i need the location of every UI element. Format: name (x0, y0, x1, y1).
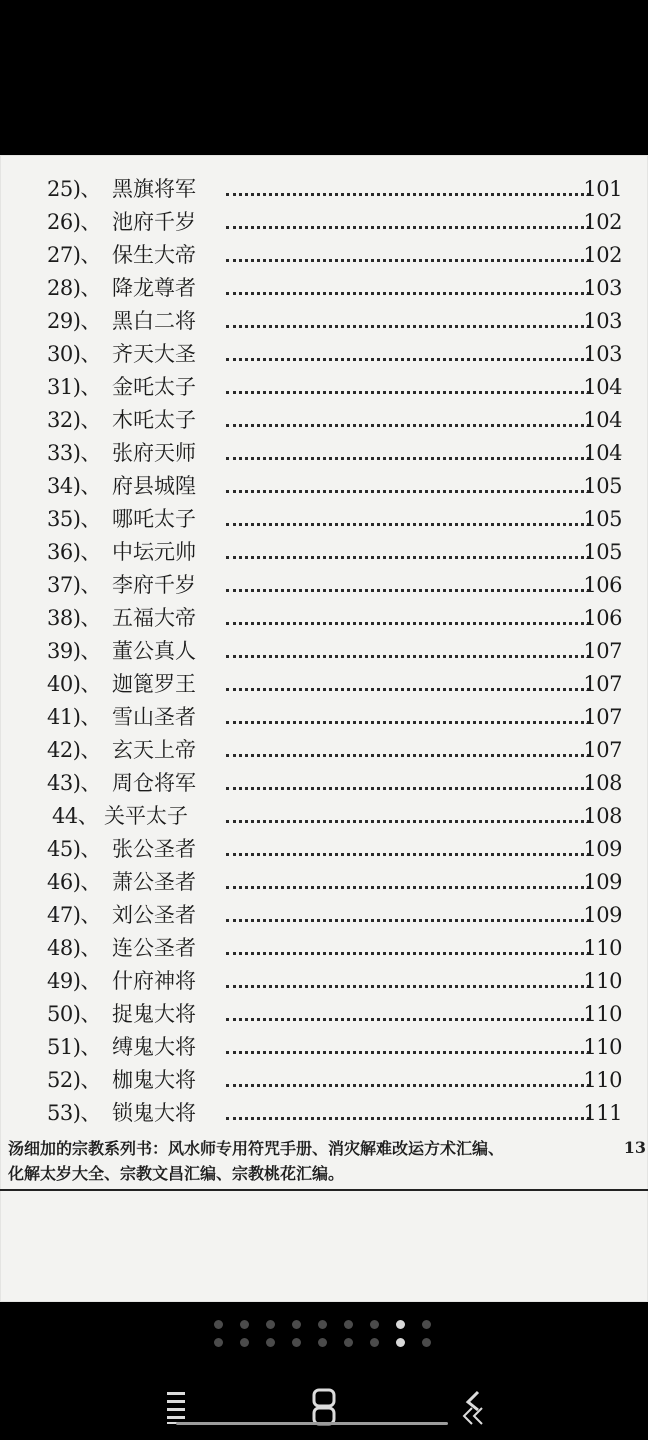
dot-leader (226, 424, 590, 427)
footer-rule (0, 1189, 648, 1191)
dot-leader (226, 1084, 590, 1087)
entry-title: 张公圣者 (112, 837, 196, 861)
page-dot[interactable] (292, 1320, 301, 1329)
dot-leader (226, 886, 590, 889)
dot-leader (226, 985, 590, 988)
entry-title: 李府千岁 (112, 573, 196, 597)
entry-title: 黑旗将军 (112, 177, 196, 201)
dot-leader (226, 325, 590, 328)
page-dot[interactable] (214, 1320, 223, 1329)
list-item (0, 866, 648, 899)
entry-title: 金吒太子 (112, 375, 196, 399)
page-dot[interactable] (344, 1338, 353, 1347)
entry-title: 府县城隍 (112, 474, 196, 498)
entry-number: 53)、 (47, 1101, 101, 1125)
entry-page-number: 109 (583, 837, 622, 861)
page-dot[interactable] (370, 1320, 379, 1329)
list-item (0, 932, 648, 965)
dot-leader (226, 556, 590, 559)
entry-page-number: 104 (583, 441, 622, 465)
entry-page-number: 110 (583, 1068, 622, 1092)
entry-number: 42)、 (47, 738, 101, 762)
entry-title: 萧公圣者 (112, 870, 196, 894)
list-item (0, 404, 648, 437)
entry-number: 43)、 (47, 771, 101, 795)
entry-number: 44、 (52, 804, 99, 828)
footer-series-line-2: 化解太岁大全、宗教文昌汇编、宗教桃花汇编。 (8, 1164, 345, 1183)
document-page (0, 155, 648, 1302)
entry-number: 26)、 (47, 210, 101, 234)
entry-number: 35)、 (47, 507, 101, 531)
entry-title: 黑白二将 (112, 309, 196, 333)
page-number: 13 (623, 1138, 646, 1157)
entry-number: 38)、 (47, 606, 101, 630)
dot-leader (226, 1117, 590, 1120)
list-item (0, 569, 648, 602)
dot-leader (226, 820, 590, 823)
dot-leader (226, 193, 590, 196)
list-item (0, 470, 648, 503)
list-item (0, 305, 648, 338)
entry-page-number: 110 (583, 969, 622, 993)
entry-number: 51)、 (47, 1035, 101, 1059)
list-item (0, 536, 648, 569)
page-dot[interactable] (240, 1338, 249, 1347)
entry-page-number: 101 (583, 177, 622, 201)
page-dot[interactable] (318, 1338, 327, 1347)
page-dot[interactable] (396, 1338, 405, 1347)
entry-title: 捉鬼大将 (112, 1002, 196, 1026)
list-item (0, 899, 648, 932)
entry-page-number: 108 (583, 771, 622, 795)
dot-leader (226, 391, 590, 394)
entry-number: 47)、 (47, 903, 101, 927)
entry-page-number: 111 (583, 1101, 622, 1125)
entry-title: 什府神将 (112, 969, 196, 993)
list-item (0, 734, 648, 767)
dot-leader (226, 226, 590, 229)
page-dot[interactable] (266, 1338, 275, 1347)
entry-title: 张府天师 (112, 441, 196, 465)
dot-leader (226, 655, 590, 658)
entry-number: 31)、 (47, 375, 101, 399)
back-chevron-icon[interactable] (456, 1388, 490, 1428)
page-dot[interactable] (292, 1338, 301, 1347)
list-item (0, 767, 648, 800)
entry-number: 28)、 (47, 276, 101, 300)
entry-page-number: 109 (583, 903, 622, 927)
page-dot[interactable] (370, 1338, 379, 1347)
entry-title: 五福大帝 (112, 606, 196, 630)
list-item (0, 1064, 648, 1097)
page-dot[interactable] (240, 1320, 249, 1329)
page-dot[interactable] (396, 1320, 405, 1329)
list-item (0, 800, 648, 833)
entry-number: 36)、 (47, 540, 101, 564)
entry-page-number: 106 (583, 573, 622, 597)
entry-number: 40)、 (47, 672, 101, 696)
dot-leader (226, 259, 590, 262)
entry-title: 枷鬼大将 (112, 1068, 196, 1092)
entry-number: 29)、 (47, 309, 101, 333)
entry-number: 32)、 (47, 408, 101, 432)
entry-number: 45)、 (47, 837, 101, 861)
entry-page-number: 105 (583, 507, 622, 531)
list-item (0, 1031, 648, 1064)
list-item (0, 668, 648, 701)
entry-number: 30)、 (47, 342, 101, 366)
list-item (0, 998, 648, 1031)
page-dot[interactable] (318, 1320, 327, 1329)
entry-number: 48)、 (47, 936, 101, 960)
page-indicator[interactable] (214, 1318, 434, 1358)
entry-page-number: 104 (583, 408, 622, 432)
navigation-bar (0, 1380, 648, 1440)
dot-leader (226, 1018, 590, 1021)
list-item (0, 173, 648, 206)
entry-number: 39)、 (47, 639, 101, 663)
entry-number: 50)、 (47, 1002, 101, 1026)
entry-page-number: 105 (583, 540, 622, 564)
entry-number: 52)、 (47, 1068, 101, 1092)
entry-page-number: 104 (583, 375, 622, 399)
list-item (0, 503, 648, 536)
dot-leader (226, 1051, 590, 1054)
entry-page-number: 110 (583, 936, 622, 960)
entry-page-number: 110 (583, 1035, 622, 1059)
entry-page-number: 103 (583, 309, 622, 333)
entry-title: 周仓将军 (112, 771, 196, 795)
gesture-bar[interactable] (176, 1422, 448, 1425)
entry-title: 齐天大圣 (112, 342, 196, 366)
entry-number: 49)、 (47, 969, 101, 993)
list-item (0, 602, 648, 635)
entry-page-number: 102 (583, 243, 622, 267)
entry-number: 41)、 (47, 705, 101, 729)
entry-title: 刘公圣者 (112, 903, 196, 927)
footer-series-line-1: 汤细加的宗教系列书：风水师专用符咒手册、消灾解难改运方术汇编、 (8, 1139, 505, 1158)
dot-leader (226, 358, 590, 361)
page-dot[interactable] (422, 1338, 431, 1347)
entry-title: 降龙尊者 (112, 276, 196, 300)
list-item (0, 338, 648, 371)
dot-leader (226, 292, 590, 295)
entry-title: 锁鬼大将 (112, 1101, 196, 1125)
page-dot[interactable] (214, 1338, 223, 1347)
entry-page-number: 103 (583, 276, 622, 300)
list-item (0, 833, 648, 866)
list-item (0, 635, 648, 668)
dot-leader (226, 457, 590, 460)
entry-page-number: 108 (583, 804, 622, 828)
list-item (0, 701, 648, 734)
list-item (0, 239, 648, 272)
dot-leader (226, 523, 590, 526)
entry-page-number: 105 (583, 474, 622, 498)
dot-leader (226, 853, 590, 856)
entry-page-number: 106 (583, 606, 622, 630)
entry-page-number: 107 (583, 639, 622, 663)
list-item (0, 437, 648, 470)
entry-page-number: 107 (583, 672, 622, 696)
entry-title: 关平太子 (104, 804, 188, 828)
entry-number: 46)、 (47, 870, 101, 894)
dot-leader (226, 490, 590, 493)
entry-title: 缚鬼大将 (112, 1035, 196, 1059)
list-item (0, 371, 648, 404)
entry-title: 连公圣者 (112, 936, 196, 960)
entry-title: 雪山圣者 (112, 705, 196, 729)
entry-title: 池府千岁 (112, 210, 196, 234)
page-dot[interactable] (344, 1320, 353, 1329)
list-item (0, 272, 648, 305)
dot-leader (226, 952, 590, 955)
entry-page-number: 107 (583, 705, 622, 729)
entry-title: 中坛元帅 (112, 540, 196, 564)
entry-title: 董公真人 (112, 639, 196, 663)
entry-number: 37)、 (47, 573, 101, 597)
entry-title: 哪吒太子 (112, 507, 196, 531)
entry-title: 迦篦罗王 (112, 672, 196, 696)
entry-page-number: 102 (583, 210, 622, 234)
dot-leader (226, 919, 590, 922)
dot-leader (226, 589, 590, 592)
page-dot[interactable] (422, 1320, 431, 1329)
dot-leader (226, 688, 590, 691)
entry-page-number: 110 (583, 1002, 622, 1026)
dot-leader (226, 754, 590, 757)
entry-page-number: 109 (583, 870, 622, 894)
dot-leader (226, 721, 590, 724)
entry-number: 25)、 (47, 177, 101, 201)
entry-page-number: 107 (583, 738, 622, 762)
page-dot[interactable] (266, 1320, 275, 1329)
entry-page-number: 103 (583, 342, 622, 366)
entry-title: 玄天上帝 (112, 738, 196, 762)
dot-leader (226, 622, 590, 625)
list-item (0, 206, 648, 239)
dot-leader (226, 787, 590, 790)
list-item (0, 965, 648, 998)
entry-number: 34)、 (47, 474, 101, 498)
list-item (0, 1097, 648, 1130)
entry-title: 保生大帝 (112, 243, 196, 267)
entry-number: 27)、 (47, 243, 101, 267)
entry-number: 33)、 (47, 441, 101, 465)
entry-title: 木吒太子 (112, 408, 196, 432)
